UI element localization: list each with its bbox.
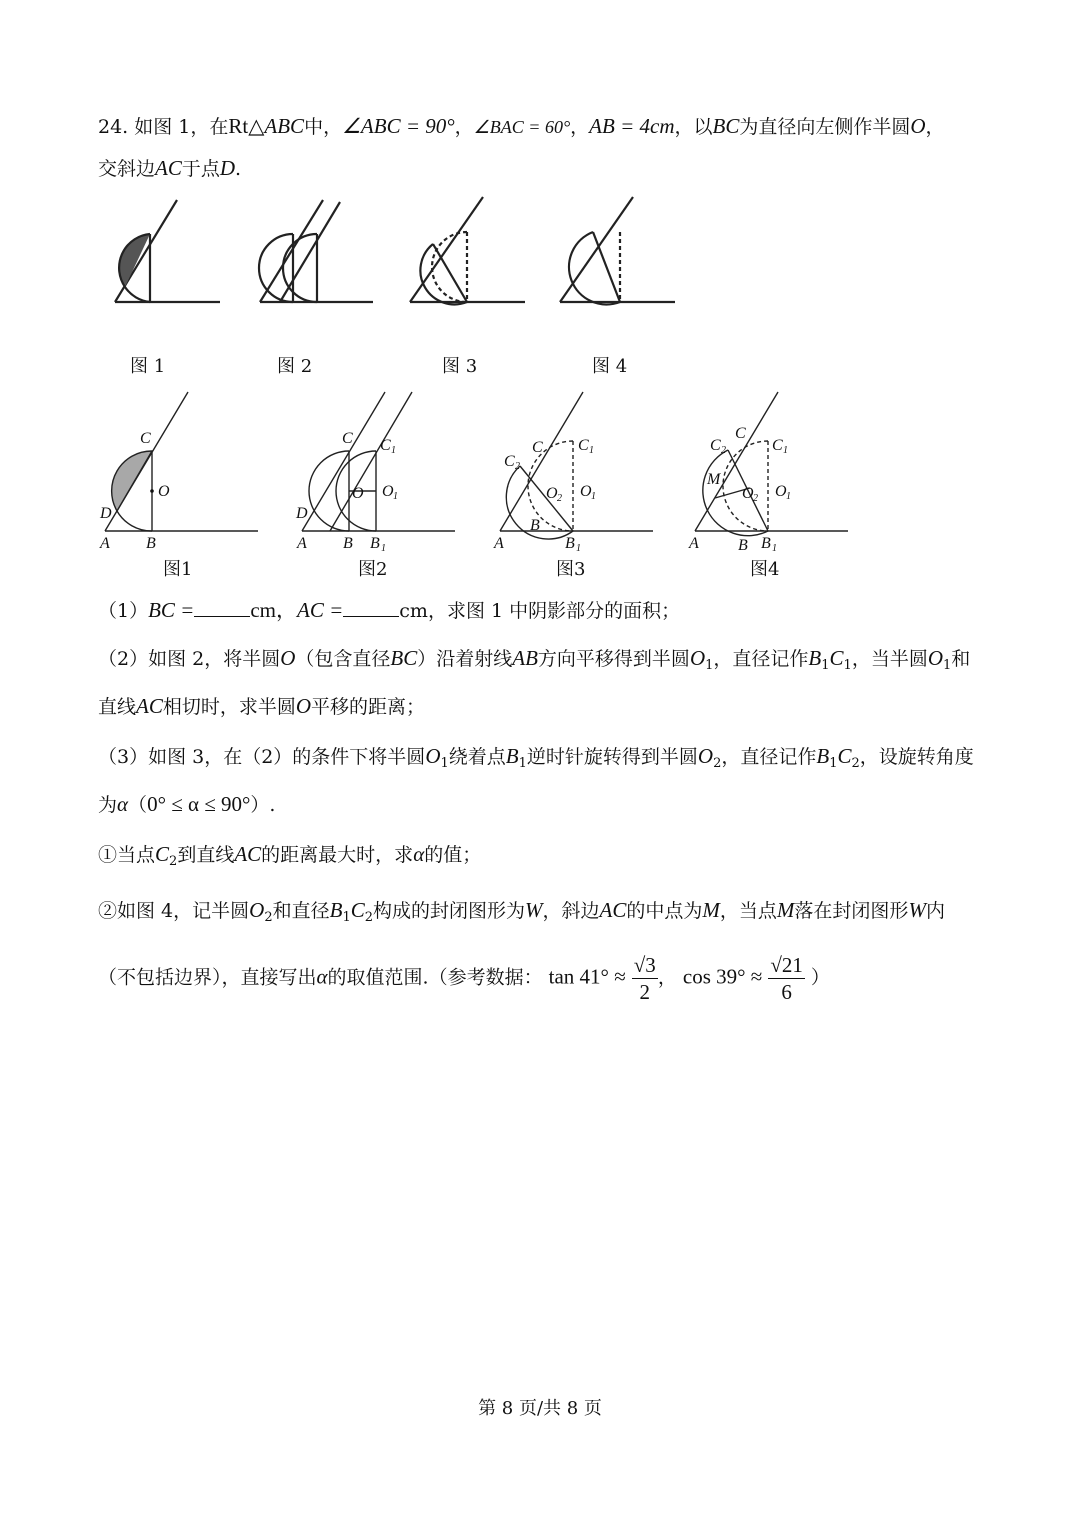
- svg-text:B: B: [565, 535, 575, 552]
- svg-text:1: 1: [783, 445, 788, 456]
- clean-caption-2: 图2: [358, 559, 388, 580]
- question-2-line-2: 直线AC相切时，求半圆O平移的距离；: [98, 694, 426, 718]
- label-C1: C: [140, 430, 151, 447]
- question-3-line-1: （3）如图 3，在（2）的条件下将半圆$O_1$绕着点$B_1$逆时针旋转得到半圆$O_2$，直径记作$B_1C_2$，设旋转角度: [98, 744, 974, 771]
- svg-text:C: C: [578, 437, 589, 454]
- clean-caption-1: 图1: [163, 559, 193, 580]
- svg-text:1: 1: [576, 543, 581, 553]
- svg-text:1: 1: [772, 543, 777, 553]
- svg-text:B: B: [343, 535, 353, 552]
- problem-line-1: 24. 如图 1，在Rt△ABC中，∠ABC = 90°，∠BAC = 60°，AB = 4cm，以BC为直径向左侧作半圆O，: [98, 114, 945, 138]
- label-B1: B: [146, 535, 156, 552]
- clean-caption-4: 图4: [750, 559, 780, 580]
- svg-text:C: C: [735, 425, 746, 442]
- svg-text:2: 2: [753, 493, 758, 504]
- svg-text:O: O: [546, 485, 558, 502]
- svg-text:O: O: [775, 483, 787, 500]
- svg-text:1: 1: [589, 445, 594, 456]
- svg-text:B: B: [761, 535, 771, 552]
- svg-text:O: O: [352, 485, 364, 502]
- svg-text:B: B: [530, 517, 540, 534]
- clean-caption-3: 图3: [556, 559, 586, 580]
- photo-caption-3: 图 3: [442, 356, 478, 377]
- photo-caption-4: 图 4: [592, 356, 628, 377]
- answer-blank-bc[interactable]: [194, 599, 250, 617]
- photo-figures: [95, 192, 695, 332]
- svg-text:1: 1: [786, 491, 791, 502]
- svg-text:O: O: [580, 483, 592, 500]
- svg-text:B: B: [370, 535, 380, 552]
- svg-text:1: 1: [381, 543, 386, 553]
- svg-text:C: C: [380, 437, 391, 454]
- question-3b-line-1: ②如图 4，记半圆$O_2$和直径$B_1C_2$构成的封闭图形为W，斜边AC的中点为M，当点M落在封闭图形W内: [98, 898, 945, 925]
- question-1: （1）BC = cm，AC = cm，求图 1 中阴影部分的面积；: [98, 598, 681, 622]
- clean-figures: [90, 388, 870, 553]
- svg-text:C: C: [532, 439, 543, 456]
- svg-text:C: C: [772, 437, 783, 454]
- photo-caption-2: 图 2: [277, 356, 313, 377]
- svg-text:A: A: [297, 535, 307, 552]
- label-M: M: [707, 471, 721, 488]
- label-A1: A: [100, 535, 110, 552]
- svg-text:O: O: [742, 485, 754, 502]
- svg-text:C: C: [710, 437, 721, 454]
- svg-text:1: 1: [393, 491, 398, 502]
- svg-text:D: D: [296, 505, 308, 522]
- page-footer: 第 8 页/共 8 页: [478, 1398, 602, 1419]
- question-2-line-1: （2）如图 2，将半圆O（包含直径BC）沿着射线AB方向平移得到半圆$O_1$，直径记作$B_1C_1$，当半圆$O_1$和: [98, 646, 971, 673]
- question-3-line-2: 为α（0° ≤ α ≤ 90°）.: [98, 792, 276, 816]
- question-3b-line-2: （不包括边界），直接写出α的取值范围.（参考数据： tan 41° ≈ $\frac{√3}{2}$ ， cos 39° ≈ $\frac{√21}{6}$ ）: [98, 953, 830, 1004]
- photo-caption-1: 图 1: [130, 356, 166, 377]
- svg-text:B: B: [738, 537, 748, 553]
- svg-text:A: A: [689, 535, 699, 552]
- fraction-sqrt3-over-2: $\frac{√3}{2}$: [633, 953, 656, 1004]
- svg-text:C: C: [504, 453, 515, 470]
- svg-text:O: O: [382, 483, 394, 500]
- fraction-sqrt21-over-6: $\frac{√21}{6}$: [770, 953, 803, 1004]
- label-D1: D: [100, 505, 112, 522]
- svg-text:C: C: [342, 430, 353, 447]
- svg-text:A: A: [494, 535, 504, 552]
- svg-text:1: 1: [391, 445, 396, 456]
- svg-text:2: 2: [721, 445, 726, 456]
- svg-text:2: 2: [515, 461, 520, 472]
- answer-blank-ac[interactable]: [343, 599, 399, 617]
- svg-text:1: 1: [591, 491, 596, 502]
- problem-line-2: 交斜边AC于点D.: [98, 156, 242, 180]
- label-O1: O: [158, 483, 170, 500]
- svg-text:2: 2: [557, 493, 562, 504]
- question-3a: ①当点$C_2$到直线AC的距离最大时，求α的值；: [98, 842, 482, 869]
